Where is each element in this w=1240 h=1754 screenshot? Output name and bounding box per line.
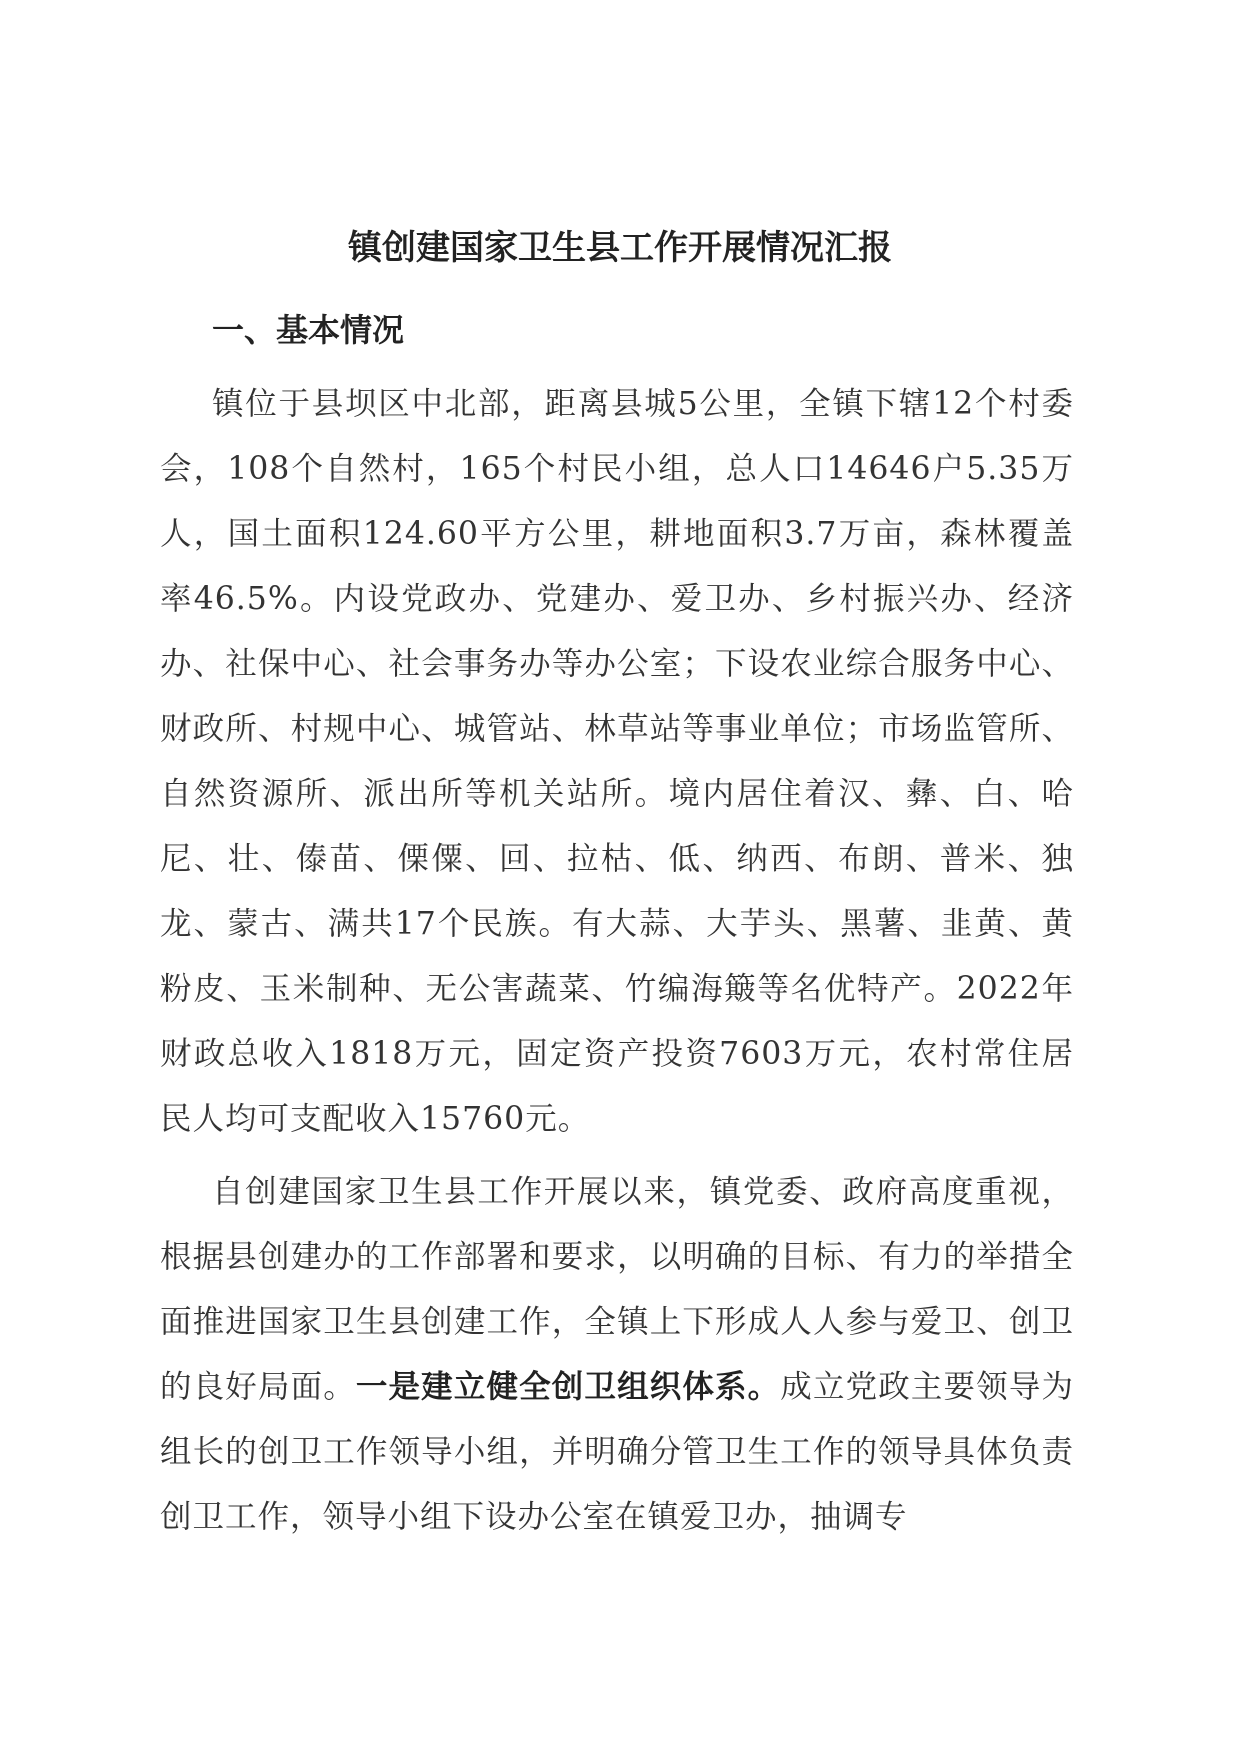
section-heading: 一、基本情况 [212, 311, 405, 349]
paragraph-intro-text: 自创建国家卫生县工作开展以来，镇党委、政府高度重视，根据县创建办的工作部署和要求，以明确的目标、有力的举措全面推进国家卫生县创建工作，全镇上下形成人人参与爱卫、创卫的良好局面。 [160, 1174, 1074, 1405]
emphasis-text: 一是建立健全创卫组织体系。 [355, 1369, 781, 1405]
paragraph-work-overview [160, 1160, 1074, 1550]
document-title: 镇创建国家卫生县工作开展情况汇报 [348, 228, 892, 268]
paragraph-rest-text: 成立党政主要领导为组长的创卫工作领导小组，并明确分管卫生工作的领导具体负责创卫工作，领导小组下设办公室在镇爱卫办，抽调专 [160, 1369, 1074, 1535]
paragraph-basic-info: 镇位于县坝区中北部，距离县城5公里，全镇下辖12个村委会，108个自然村，165个村民小组，总人口14646户5.35万人，国土面积124.60平方公里，耕地面积3.7万亩，森林覆盖率46.5%。内设党政办、党建办、爱卫办、乡村振兴办、经济办、社保中心、社会事务办等办公室；下设农业综合服务中心、财政所、村规中心、城管站、林草站等事业单位；市场监管所、自然资源所、派出所等机关站所。境内居住着汉、彝、白、哈尼、壮、傣苗、傈僳、回、拉枯、低、纳西、布朗、普米、独龙、蒙古、满共17个民族。有大蒜、大芋头、黑薯、韭黄、黄粉皮、玉米制种、无公害蔬菜、竹编海簸等名优特产。2022年财政总收入1818万元，固定资产投资7603万元，农村常住居民人均可支配收入15760元。 [160, 386, 1074, 1137]
